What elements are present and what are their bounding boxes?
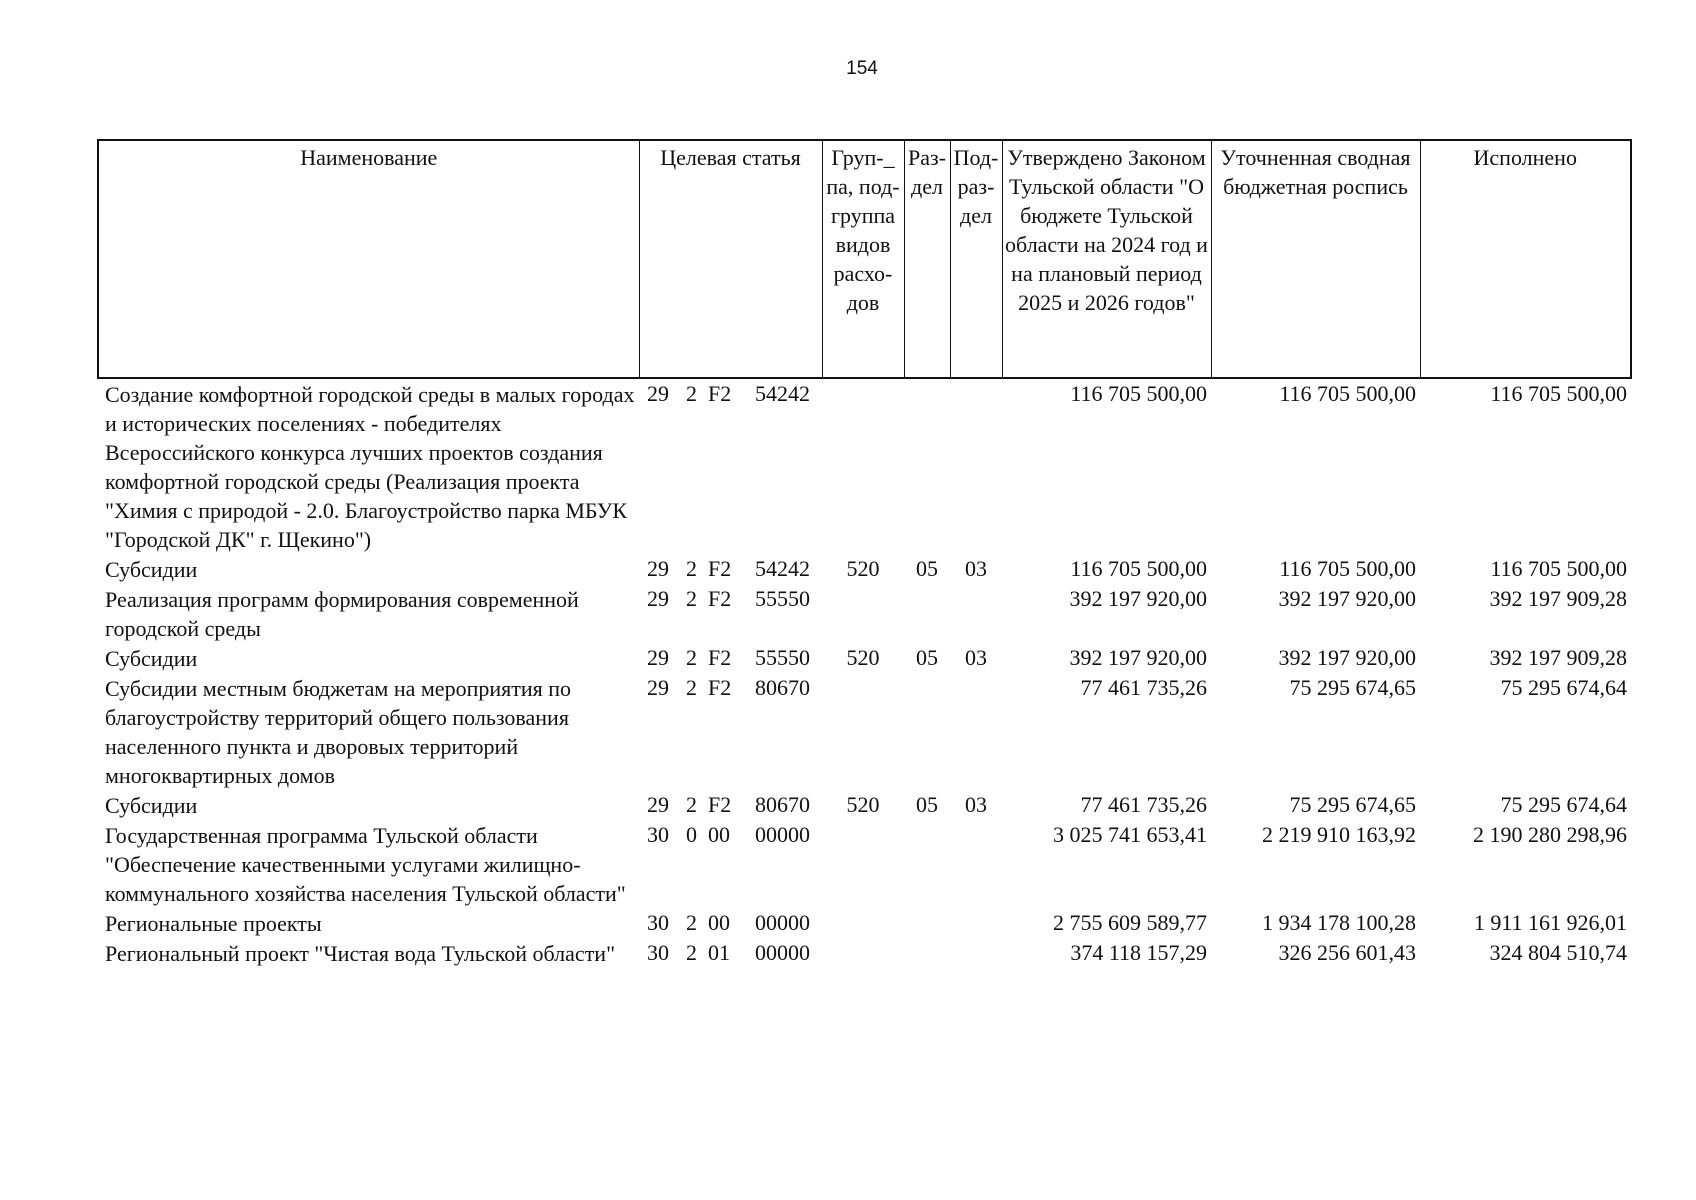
row-section: 05 xyxy=(916,645,938,670)
row-refined: 75 295 674,65 xyxy=(1289,675,1416,700)
header-target-article: Целевая статья xyxy=(639,140,822,378)
row-group: 520 xyxy=(846,556,880,581)
row-target-article: 29 2 F2 54242 xyxy=(647,381,810,406)
row-section: 05 xyxy=(916,792,938,817)
row-refined: 392 197 920,00 xyxy=(1278,645,1416,670)
row-approved: 392 197 920,00 xyxy=(1069,645,1207,670)
row-refined: 75 295 674,65 xyxy=(1289,792,1416,817)
row-refined: 1 934 178 100,28 xyxy=(1262,910,1416,935)
table-row xyxy=(98,790,1631,820)
table-row xyxy=(98,820,1631,908)
row-group xyxy=(822,584,904,643)
row-group xyxy=(822,820,904,908)
row-subsection xyxy=(950,584,1002,643)
row-executed: 1 911 161 926,01 xyxy=(1473,910,1627,935)
row-subsection: 03 xyxy=(965,645,987,670)
row-approved: 374 118 157,29 xyxy=(1070,940,1207,965)
row-refined: 326 256 601,43 xyxy=(1278,940,1416,965)
row-refined: 2 219 910 163,92 xyxy=(1262,822,1416,847)
row-name: Региональный проект "Чистая вода Тульской области" xyxy=(105,941,616,966)
header-section: Раз- дел xyxy=(904,140,950,378)
row-section xyxy=(904,673,950,790)
row-approved: 2 755 609 589,77 xyxy=(1053,910,1207,935)
page-number: 154 xyxy=(846,58,878,79)
row-name: Субсидии xyxy=(105,557,198,582)
row-group xyxy=(822,378,904,554)
row-group xyxy=(822,938,904,968)
row-name: Создание комфортной городской среды в малых городах и исторических поселениях - победителях Всероссийского конкурса лучших проектов создания комфортной городской среды (Реализация проекта "Химия с природой - 2.0. Благоустройство парка МБУК "Городской ДК" г. Щекино") xyxy=(105,382,635,552)
row-name: Реализация программ формирования современной городской среды xyxy=(105,587,579,641)
row-target-article: 29 2 F2 54242 xyxy=(647,556,810,581)
table-header xyxy=(98,140,1631,378)
header-refined: Уточненная сводная бюджетная роспись xyxy=(1211,140,1420,378)
table-row xyxy=(98,378,1631,554)
row-target-article: 30 0 00 00000 xyxy=(647,822,810,847)
row-target-article: 29 2 F2 55550 xyxy=(647,586,810,611)
header-expense-group: Груп-_ па, под- группа видов расхо- дов xyxy=(822,140,904,378)
row-executed: 116 705 500,00 xyxy=(1490,556,1627,581)
row-section: 05 xyxy=(916,556,938,581)
table-body xyxy=(98,378,1631,968)
row-approved: 77 461 735,26 xyxy=(1080,792,1207,817)
row-refined: 116 705 500,00 xyxy=(1279,381,1416,406)
row-executed: 2 190 280 298,96 xyxy=(1473,822,1627,847)
budget-table xyxy=(97,139,1632,968)
row-subsection xyxy=(950,820,1002,908)
table-row xyxy=(98,643,1631,673)
row-section xyxy=(904,378,950,554)
row-target-article: 29 2 F2 80670 xyxy=(647,675,810,700)
row-refined: 392 197 920,00 xyxy=(1278,586,1416,611)
row-subsection xyxy=(950,673,1002,790)
row-group xyxy=(822,908,904,938)
row-group xyxy=(822,673,904,790)
row-section xyxy=(904,908,950,938)
row-approved: 77 461 735,26 xyxy=(1080,675,1207,700)
row-subsection: 03 xyxy=(965,792,987,817)
row-group: 520 xyxy=(846,645,880,670)
header-executed: Исполнено xyxy=(1420,140,1631,378)
row-subsection: 03 xyxy=(965,556,987,581)
row-section xyxy=(904,820,950,908)
row-target-article: 29 2 F2 80670 xyxy=(647,792,810,817)
row-approved: 3 025 741 653,41 xyxy=(1053,822,1207,847)
row-subsection xyxy=(950,938,1002,968)
row-approved: 116 705 500,00 xyxy=(1070,381,1207,406)
row-refined: 116 705 500,00 xyxy=(1279,556,1416,581)
row-subsection xyxy=(950,378,1002,554)
row-executed: 116 705 500,00 xyxy=(1490,381,1627,406)
row-target-article: 29 2 F2 55550 xyxy=(647,645,810,670)
header-name: Наименование xyxy=(98,140,639,378)
table-row xyxy=(98,673,1631,790)
row-executed: 392 197 909,28 xyxy=(1489,586,1627,611)
row-executed: 324 804 510,74 xyxy=(1489,940,1627,965)
row-name: Государственная программа Тульской области "Обеспечение качественными услугами жилищно-коммунального хозяйства населения Тульской области" xyxy=(105,823,626,906)
row-target-article: 30 2 00 00000 xyxy=(647,910,810,935)
table-row xyxy=(98,584,1631,643)
row-executed: 392 197 909,28 xyxy=(1489,645,1627,670)
row-name: Региональные проекты xyxy=(105,911,322,936)
header-subsection: Под- раз- дел xyxy=(950,140,1002,378)
row-approved: 116 705 500,00 xyxy=(1070,556,1207,581)
row-subsection xyxy=(950,908,1002,938)
table-row xyxy=(98,908,1631,938)
row-executed: 75 295 674,64 xyxy=(1500,792,1627,817)
row-executed: 75 295 674,64 xyxy=(1500,675,1627,700)
row-name: Субсидии xyxy=(105,793,198,818)
table-row xyxy=(98,938,1631,968)
row-section xyxy=(904,938,950,968)
row-group: 520 xyxy=(846,792,880,817)
row-section xyxy=(904,584,950,643)
row-approved: 392 197 920,00 xyxy=(1069,586,1207,611)
row-target-article: 30 2 01 00000 xyxy=(647,940,810,965)
header-approved: Утверждено Законом Тульской области "О бюджете Тульской области на 2024 год и на плановый период 2025 и 2026 годов" xyxy=(1002,140,1211,378)
table-row xyxy=(98,554,1631,584)
row-name: Субсидии местным бюджетам на мероприятия по благоустройству территорий общего пользования населенного пункта и дворовых территорий многоквартирных домов xyxy=(105,676,572,788)
row-name: Субсидии xyxy=(105,646,198,671)
